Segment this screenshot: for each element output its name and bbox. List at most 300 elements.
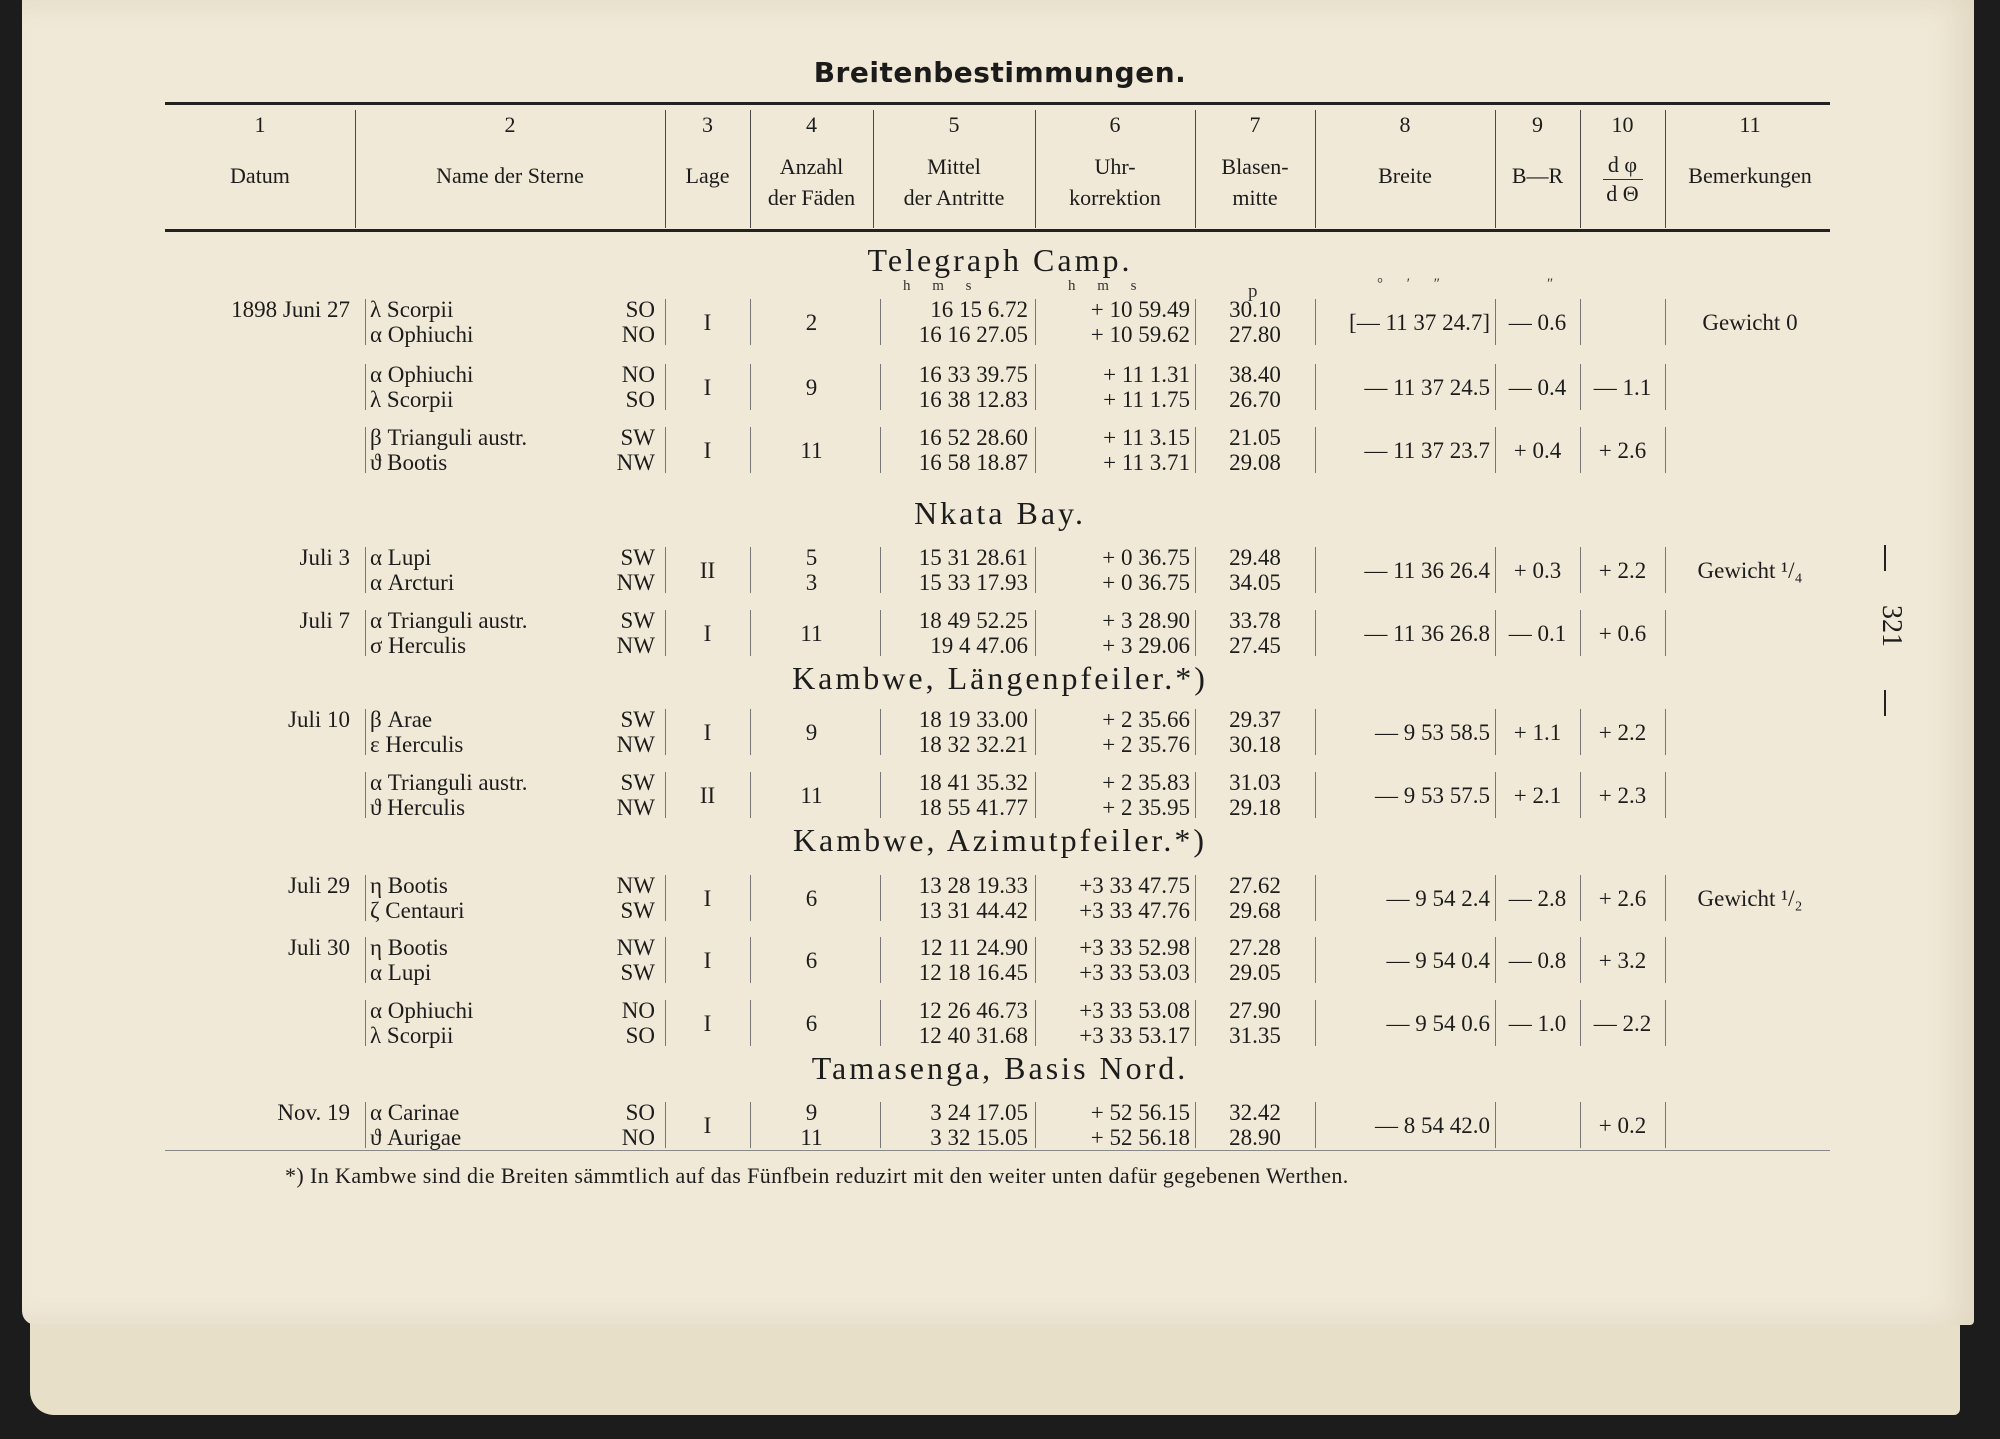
star-direction: NW — [616, 732, 655, 757]
row-column-divider — [1035, 937, 1036, 983]
clock-correction: + 11 1.31 — [1103, 362, 1190, 387]
row-column-divider — [1580, 772, 1581, 818]
b-minus-r-value: + 0.4 — [1513, 437, 1562, 463]
thread-count: 9 — [805, 374, 818, 400]
bubble-center: 27.62 — [1229, 873, 1281, 898]
position-lage: I — [703, 309, 712, 335]
thread-count: 9 — [805, 1100, 818, 1125]
clock-correction: +3 33 52.98 — [1079, 935, 1190, 960]
row-column-divider — [665, 299, 666, 345]
clock-correction: + 52 56.18 — [1090, 1125, 1190, 1150]
row-column-divider — [1035, 875, 1036, 921]
latitude-value: — 9 53 57.5 — [1375, 782, 1490, 808]
mean-transit-time: 16 33 39.75 — [918, 362, 1028, 387]
row-column-divider — [665, 610, 666, 656]
row-column-divider — [1315, 709, 1316, 755]
star-direction: SW — [620, 707, 655, 732]
row-column-divider — [1495, 937, 1496, 983]
header-column-divider — [1195, 110, 1196, 228]
row-column-divider — [880, 772, 881, 818]
section-title: Tamasenga, Basis Nord. — [811, 1050, 1189, 1086]
star-name: α Ophiuchi — [370, 998, 474, 1023]
header-column-divider — [1315, 110, 1316, 228]
row-column-divider — [665, 1102, 666, 1148]
column-header-line: korrektion — [1069, 185, 1161, 210]
dphi-dtheta-value: + 2.2 — [1598, 719, 1647, 745]
row-column-divider — [365, 364, 366, 410]
row-column-divider — [1195, 547, 1196, 593]
star-direction: NW — [616, 570, 655, 595]
thread-count: 11 — [800, 620, 823, 646]
row-column-divider — [750, 299, 751, 345]
row-column-divider — [1195, 427, 1196, 473]
column-number-1: 1 — [254, 112, 266, 137]
row-column-divider — [880, 364, 881, 410]
position-lage: I — [703, 885, 712, 911]
clock-correction: +3 33 53.08 — [1079, 998, 1190, 1023]
column-number-4: 4 — [806, 112, 817, 137]
date-cell: Juli 3 — [299, 545, 350, 570]
column-header-line: B—R — [1511, 163, 1564, 188]
position-lage: II — [699, 782, 716, 808]
mean-transit-time: 18 49 52.25 — [918, 608, 1028, 633]
bubble-center: 27.90 — [1229, 998, 1281, 1023]
column-header-line: Uhr- — [1094, 154, 1136, 179]
b-minus-r-value: — 0.4 — [1508, 374, 1567, 400]
star-name: ϑ Bootis — [370, 450, 448, 475]
latitude-value: — 8 54 42.0 — [1375, 1112, 1490, 1138]
column-header-line: mitte — [1232, 185, 1278, 210]
clock-correction: + 2 35.95 — [1102, 795, 1190, 820]
row-column-divider — [750, 427, 751, 473]
column-number-8: 8 — [1399, 112, 1411, 137]
mean-transit-time: 18 19 33.00 — [918, 707, 1028, 732]
clock-correction: + 10 59.62 — [1090, 322, 1190, 347]
row-column-divider — [1315, 1102, 1316, 1148]
column-number-9: 9 — [1532, 112, 1543, 137]
thread-count: 6 — [805, 947, 818, 973]
clock-correction: + 0 36.75 — [1102, 570, 1190, 595]
table-bottom-rule — [165, 1150, 1830, 1151]
units-blase: p — [1248, 281, 1258, 302]
section-title: Kambwe, Azimutpfeiler.*) — [792, 822, 1208, 858]
star-name: α Lupi — [370, 960, 432, 985]
column-header-blase — [1195, 151, 1315, 213]
b-minus-r-value: — 0.8 — [1508, 947, 1567, 973]
row-column-divider — [665, 1000, 666, 1046]
bubble-center: 27.28 — [1229, 935, 1281, 960]
row-column-divider — [1665, 427, 1666, 473]
row-column-divider — [880, 937, 881, 983]
header-column-divider — [1580, 110, 1581, 228]
star-name: α Lupi — [370, 545, 432, 570]
row-column-divider — [1665, 937, 1666, 983]
row-column-divider — [1580, 610, 1581, 656]
mean-transit-time: 16 38 12.83 — [918, 387, 1028, 412]
column-header-line: der Fäden — [767, 185, 856, 210]
bubble-center: 32.42 — [1229, 1100, 1281, 1125]
row-column-divider — [1195, 1000, 1196, 1046]
latitude-value: — 9 53 58.5 — [1375, 719, 1490, 745]
row-column-divider — [1035, 610, 1036, 656]
row-column-divider — [880, 709, 881, 755]
row-column-divider — [665, 547, 666, 593]
bubble-center: 26.70 — [1229, 387, 1281, 412]
clock-correction: + 10 59.49 — [1090, 297, 1190, 322]
header-bottom-rule — [165, 229, 1830, 232]
row-column-divider — [1665, 1000, 1666, 1046]
row-column-divider — [1665, 772, 1666, 818]
clock-correction: +3 33 47.75 — [1079, 873, 1190, 898]
underlying-page-edge — [30, 1320, 1960, 1415]
dphi-dtheta-value: + 2.3 — [1598, 782, 1647, 808]
star-direction: NW — [616, 450, 655, 475]
mean-transit-time: 15 33 17.93 — [918, 570, 1028, 595]
row-column-divider — [750, 1000, 751, 1046]
page-number-rule-top — [1884, 545, 1886, 571]
b-minus-r-value: + 0.3 — [1513, 557, 1562, 583]
row-column-divider — [1495, 364, 1496, 410]
bubble-center: 31.35 — [1229, 1023, 1281, 1048]
clock-correction: + 11 1.75 — [1103, 387, 1190, 412]
thread-count: 11 — [800, 437, 823, 463]
column-header-line: Mittel — [927, 154, 981, 179]
column-header-line: Datum — [230, 163, 290, 188]
star-name: α Ophiuchi — [370, 322, 474, 347]
dphi-dtheta-value: — 1.1 — [1593, 374, 1652, 400]
mean-transit-time: 19 4 47.06 — [930, 633, 1028, 658]
star-direction: SW — [620, 608, 655, 633]
position-lage: I — [703, 437, 712, 463]
row-column-divider — [1315, 547, 1316, 593]
date-cell: Juli 7 — [299, 608, 350, 633]
row-column-divider — [1495, 709, 1496, 755]
row-column-divider — [1315, 610, 1316, 656]
bubble-center: 29.48 — [1229, 545, 1281, 570]
mean-transit-time: 12 40 31.68 — [918, 1023, 1028, 1048]
date-cell: 1898 Juni 27 — [231, 297, 350, 322]
star-direction: SW — [620, 425, 655, 450]
date-cell: Juli 29 — [288, 873, 350, 898]
row-column-divider — [365, 937, 366, 983]
mean-transit-time: 18 32 32.21 — [918, 732, 1028, 757]
row-column-divider — [1195, 1102, 1196, 1148]
column-header-line: d Θ — [1606, 181, 1639, 206]
row-column-divider — [750, 1102, 751, 1148]
row-column-divider — [1495, 427, 1496, 473]
mean-transit-time: 16 58 18.87 — [918, 450, 1028, 475]
row-column-divider — [1495, 299, 1496, 345]
row-column-divider — [665, 427, 666, 473]
row-column-divider — [1580, 1000, 1581, 1046]
clock-correction: + 11 3.71 — [1103, 450, 1190, 475]
column-header-line: der Antritte — [903, 185, 1005, 210]
column-header-line: Name der Sterne — [436, 163, 584, 188]
column-header-datum — [165, 160, 355, 191]
row-column-divider — [1035, 709, 1036, 755]
mean-transit-time: 15 31 28.61 — [918, 545, 1028, 570]
position-lage: I — [703, 620, 712, 646]
star-name: ζ Centauri — [370, 898, 465, 923]
star-direction: SO — [625, 1023, 655, 1048]
header-column-divider — [355, 110, 356, 228]
row-column-divider — [1580, 709, 1581, 755]
b-minus-r-value: + 1.1 — [1513, 719, 1562, 745]
clock-correction: + 2 35.66 — [1102, 707, 1190, 732]
thread-count: 2 — [805, 309, 818, 335]
star-direction: NO — [621, 362, 655, 387]
latitude-value: — 11 36 26.4 — [1364, 557, 1490, 583]
latitude-value: [— 11 37 24.7] — [1349, 309, 1490, 335]
row-column-divider — [1195, 364, 1196, 410]
dphi-dtheta-value: + 2.2 — [1598, 557, 1647, 583]
star-direction: NW — [616, 935, 655, 960]
mean-transit-time: 3 32 15.05 — [930, 1125, 1028, 1150]
row-column-divider — [365, 772, 366, 818]
column-header-br — [1495, 160, 1580, 191]
thread-count: 3 — [805, 570, 818, 595]
row-column-divider — [1315, 427, 1316, 473]
star-name: β Trianguli austr. — [370, 425, 528, 450]
row-column-divider — [750, 547, 751, 593]
star-name: ϑ Herculis — [370, 795, 466, 820]
column-number-11: 11 — [1739, 112, 1761, 137]
row-column-divider — [1195, 875, 1196, 921]
thread-count: 6 — [805, 1010, 818, 1036]
b-minus-r-value: — 2.8 — [1508, 885, 1567, 911]
footnote: *) In Kambwe sind die Breiten sämmtlich auf das Fünfbein reduzirt mit den weiter unten dafür gegebenen Werthen. — [285, 1163, 1349, 1188]
star-direction: NO — [621, 998, 655, 1023]
column-number-2: 2 — [504, 112, 516, 137]
row-column-divider — [1495, 772, 1496, 818]
row-column-divider — [1580, 937, 1581, 983]
latitude-value: — 11 36 26.8 — [1364, 620, 1490, 646]
row-column-divider — [1665, 875, 1666, 921]
position-lage: I — [703, 1112, 712, 1138]
row-column-divider — [1195, 937, 1196, 983]
latitude-value: — 9 54 0.4 — [1386, 947, 1490, 973]
bubble-center: 29.37 — [1229, 707, 1281, 732]
row-column-divider — [880, 547, 881, 593]
row-column-divider — [880, 1102, 881, 1148]
row-column-divider — [1035, 547, 1036, 593]
date-cell: Nov. 19 — [277, 1100, 350, 1125]
star-direction: SW — [620, 545, 655, 570]
row-column-divider — [1580, 547, 1581, 593]
bubble-center: 29.68 — [1229, 898, 1281, 923]
mean-transit-time: 3 24 17.05 — [930, 1100, 1028, 1125]
star-direction: SW — [620, 898, 655, 923]
mean-transit-time: 13 28 19.33 — [918, 873, 1028, 898]
dphi-dtheta-value: + 0.6 — [1598, 620, 1647, 646]
position-lage: I — [703, 1010, 712, 1036]
b-minus-r-value: — 0.1 — [1508, 620, 1567, 646]
row-column-divider — [665, 937, 666, 983]
row-column-divider — [1315, 875, 1316, 921]
column-header-uhr — [1035, 151, 1195, 213]
clock-correction: +3 33 53.03 — [1079, 960, 1190, 985]
column-header-line: Lage — [685, 163, 730, 188]
star-direction: SW — [620, 960, 655, 985]
row-column-divider — [1665, 547, 1666, 593]
column-header-line: Bemerkungen — [1688, 163, 1812, 188]
clock-correction: + 3 28.90 — [1102, 608, 1190, 633]
section-title: Nkata Bay. — [914, 495, 1086, 531]
b-minus-r-value: — 0.6 — [1508, 309, 1567, 335]
thread-count: 6 — [805, 885, 818, 911]
row-column-divider — [1315, 937, 1316, 983]
row-column-divider — [750, 772, 751, 818]
bubble-center: 29.05 — [1229, 960, 1281, 985]
bubble-center: 27.80 — [1229, 322, 1281, 347]
b-minus-r-value: + 2.1 — [1513, 782, 1562, 808]
star-name: β Arae — [370, 707, 433, 732]
row-column-divider — [1580, 1102, 1581, 1148]
thread-count: 9 — [805, 719, 818, 745]
row-column-divider — [750, 610, 751, 656]
units-mittel: h m s — [903, 278, 972, 294]
clock-correction: + 3 29.06 — [1102, 633, 1190, 658]
row-column-divider — [1495, 1102, 1496, 1148]
bubble-center: 29.18 — [1229, 795, 1281, 820]
row-column-divider — [750, 875, 751, 921]
clock-correction: + 2 35.76 — [1102, 732, 1190, 757]
row-column-divider — [880, 299, 881, 345]
bubble-center: 33.78 — [1229, 608, 1281, 633]
star-name: λ Scorpii — [370, 387, 454, 412]
column-header-line: Anzahl — [779, 154, 844, 179]
row-column-divider — [365, 1102, 366, 1148]
row-column-divider — [665, 364, 666, 410]
page-number-rule-bottom — [1884, 690, 1886, 716]
header-column-divider — [750, 110, 751, 228]
bubble-center: 38.40 — [1229, 362, 1281, 387]
clock-correction: +3 33 53.17 — [1079, 1023, 1190, 1048]
latitude-value: — 9 54 0.6 — [1386, 1010, 1490, 1036]
column-header-name — [355, 160, 665, 191]
row-column-divider — [365, 547, 366, 593]
position-lage: II — [699, 557, 716, 583]
row-column-divider — [365, 427, 366, 473]
thread-count: 5 — [805, 545, 818, 570]
position-lage: I — [703, 947, 712, 973]
bubble-center: 29.08 — [1229, 450, 1281, 475]
column-header-remark — [1665, 160, 1835, 191]
row-column-divider — [1495, 610, 1496, 656]
header-column-divider — [1665, 110, 1666, 228]
star-direction: NO — [621, 322, 655, 347]
column-header-line: Breite — [1378, 163, 1432, 188]
row-column-divider — [1035, 364, 1036, 410]
row-column-divider — [1665, 299, 1666, 345]
column-number-10: 10 — [1611, 112, 1634, 137]
star-direction: NO — [621, 1125, 655, 1150]
dphi-dtheta-value: + 2.6 — [1598, 885, 1647, 911]
row-column-divider — [880, 1000, 881, 1046]
row-column-divider — [750, 709, 751, 755]
column-header-faeden — [750, 151, 873, 213]
column-header-breite — [1315, 160, 1495, 191]
column-header-line: Blasen- — [1221, 154, 1289, 179]
row-column-divider — [365, 875, 366, 921]
position-lage: I — [703, 719, 712, 745]
row-column-divider — [1315, 772, 1316, 818]
column-header-mittel — [873, 151, 1035, 213]
mean-transit-time: 18 41 35.32 — [918, 770, 1028, 795]
star-direction: NW — [616, 873, 655, 898]
remark-value: Gewicht ¹/₄ — [1697, 557, 1803, 583]
header-column-divider — [873, 110, 874, 228]
mean-transit-time: 12 18 16.45 — [918, 960, 1028, 985]
row-column-divider — [665, 875, 666, 921]
star-name: α Arcturi — [370, 570, 455, 595]
latitude-value: — 9 54 2.4 — [1386, 885, 1490, 911]
row-column-divider — [1195, 709, 1196, 755]
row-column-divider — [1665, 1102, 1666, 1148]
star-name: η Bootis — [370, 935, 448, 960]
row-column-divider — [1665, 610, 1666, 656]
clock-correction: + 0 36.75 — [1102, 545, 1190, 570]
column-header-lage — [665, 160, 750, 191]
row-column-divider — [365, 1000, 366, 1046]
remark-value: Gewicht 0 — [1702, 309, 1798, 335]
latitude-value: — 11 37 24.5 — [1364, 374, 1490, 400]
row-column-divider — [1035, 427, 1036, 473]
row-column-divider — [750, 364, 751, 410]
mean-transit-time: 12 26 46.73 — [918, 998, 1028, 1023]
section-title: Kambwe, Längenpfeiler.*) — [792, 660, 1208, 696]
page-number: 321 — [1876, 605, 1907, 647]
row-column-divider — [1580, 299, 1581, 345]
star-direction: SW — [620, 770, 655, 795]
row-column-divider — [1035, 1102, 1036, 1148]
remark-value: Gewicht ¹/₂ — [1697, 885, 1803, 911]
star-name: ϑ Aurigae — [370, 1125, 462, 1150]
row-column-divider — [1315, 1000, 1316, 1046]
latitude-value: — 11 37 23.7 — [1364, 437, 1490, 463]
star-name: α Carinae — [370, 1100, 460, 1125]
star-name: ε Herculis — [370, 732, 464, 757]
row-column-divider — [1495, 875, 1496, 921]
row-column-divider — [1580, 427, 1581, 473]
row-column-divider — [1315, 299, 1316, 345]
row-column-divider — [880, 610, 881, 656]
star-name: λ Scorpii — [370, 297, 454, 322]
date-cell: Juli 30 — [288, 935, 350, 960]
bubble-center: 31.03 — [1229, 770, 1281, 795]
row-column-divider — [365, 610, 366, 656]
b-minus-r-value: — 1.0 — [1508, 1010, 1567, 1036]
mean-transit-time: 12 11 24.90 — [919, 935, 1028, 960]
star-direction: NW — [616, 633, 655, 658]
star-direction: SO — [625, 387, 655, 412]
section-title: Telegraph Camp. — [867, 242, 1133, 278]
star-name: σ Herculis — [370, 633, 467, 658]
row-column-divider — [1195, 299, 1196, 345]
clock-correction: + 11 3.15 — [1103, 425, 1190, 450]
row-column-divider — [1195, 772, 1196, 818]
row-column-divider — [1035, 299, 1036, 345]
row-column-divider — [1195, 610, 1196, 656]
mean-transit-time: 16 16 27.05 — [918, 322, 1028, 347]
column-header-line: d φ — [1603, 151, 1643, 180]
row-column-divider — [665, 709, 666, 755]
row-column-divider — [1035, 772, 1036, 818]
mean-transit-time: 16 52 28.60 — [918, 425, 1028, 450]
row-column-divider — [1495, 547, 1496, 593]
row-column-divider — [1495, 1000, 1496, 1046]
header-column-divider — [1035, 110, 1036, 228]
